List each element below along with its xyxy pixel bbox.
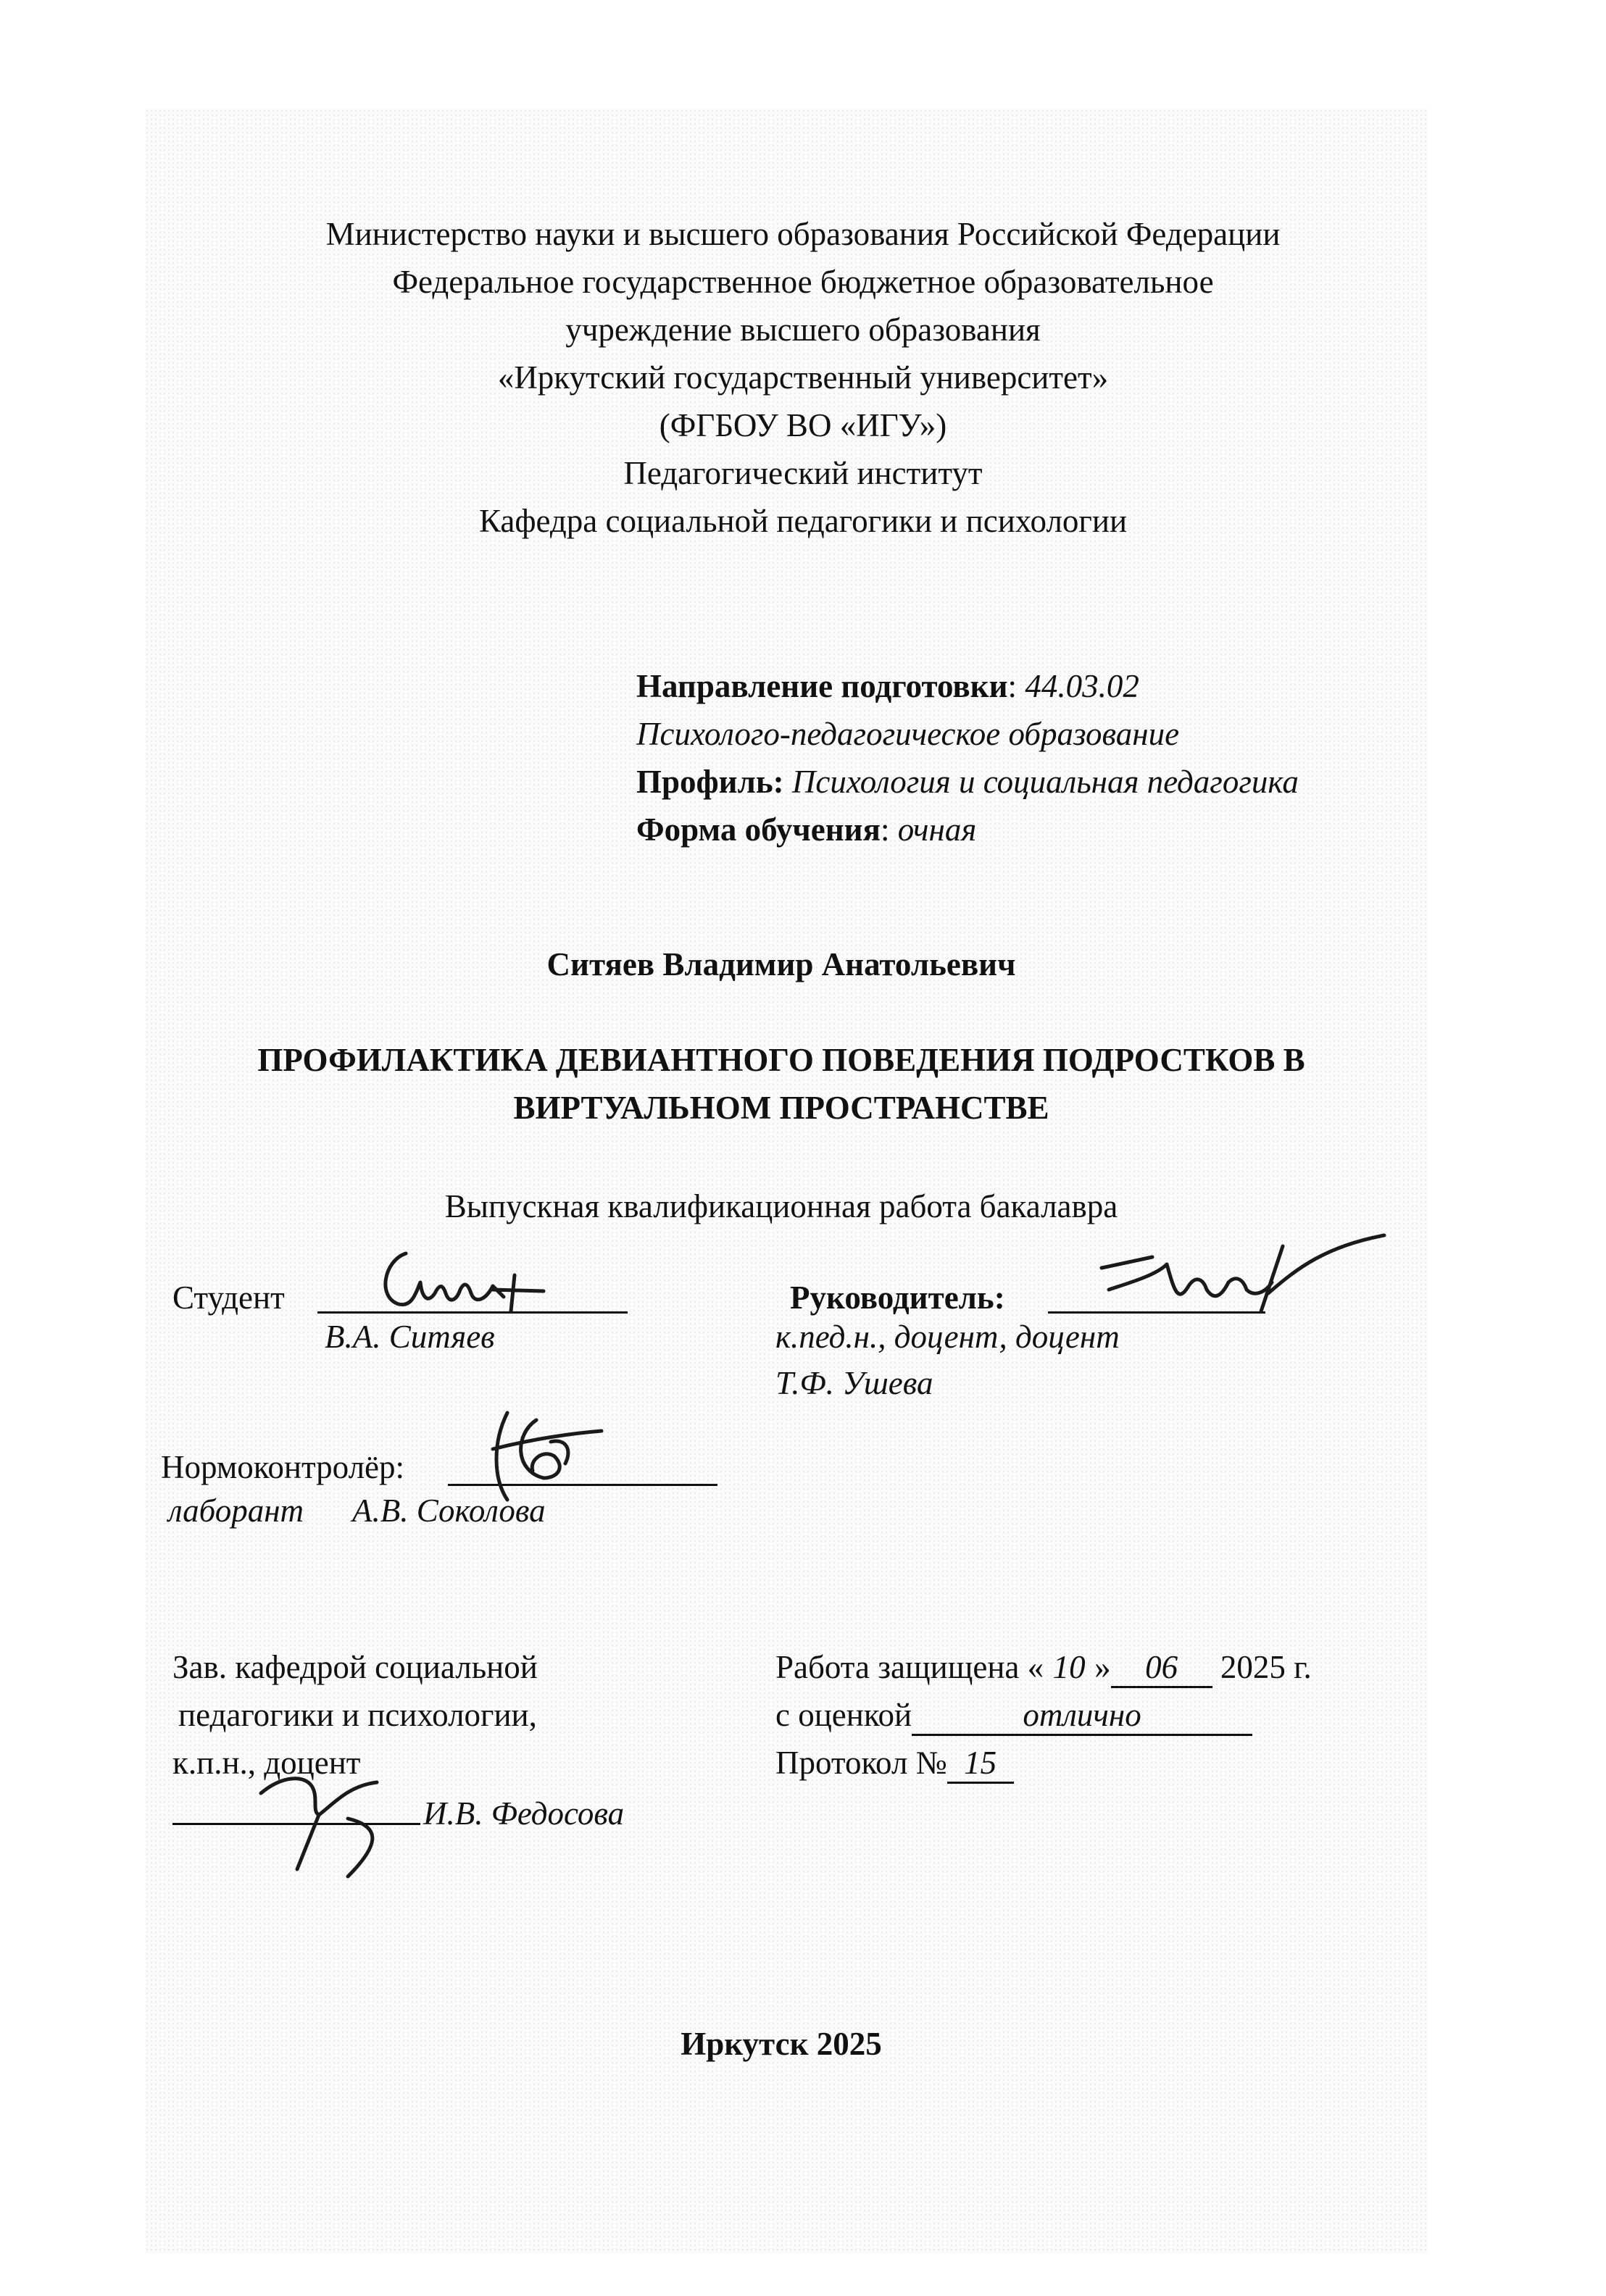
study-form-row: Форма обучения: очная (636, 811, 977, 848)
title-line-2: ВИРТУАЛЬНОМ ПРОСТРАНСТВЕ (513, 1090, 1049, 1126)
direction-label: Направление подготовки (636, 668, 1008, 704)
author-name: Ситяев Владимир Анатольевич (546, 946, 1016, 982)
defense-prefix: Работа защищена « (775, 1649, 1044, 1685)
normcontrol-label: Нормоконтролёр: (161, 1449, 405, 1485)
student-name: В.А. Ситяев (325, 1319, 495, 1355)
profile-label: Профиль: (636, 764, 784, 800)
head-line-3: к.п.н., доцент (172, 1745, 361, 1781)
grade-value: отлично (912, 1696, 1252, 1736)
header-line-institution: учреждение высшего образования (565, 312, 1041, 348)
head-name: И.В. Федосова (423, 1795, 625, 1832)
city-year: Иркутск 2025 (681, 2026, 882, 2062)
protocol-number: 15 (947, 1744, 1014, 1784)
header-line-institute: Педагогический институт (623, 455, 983, 491)
profile-row (636, 758, 1299, 806)
defense-quote: » (1094, 1649, 1111, 1685)
defense-year: 2025 г. (1220, 1649, 1312, 1685)
head-signature (239, 1753, 399, 1884)
head-line-1: Зав. кафедрой социальной (172, 1649, 538, 1685)
study-form-label: Форма обучения (636, 811, 881, 848)
grade-row (775, 1691, 1252, 1739)
student-label: Студент (172, 1280, 285, 1316)
direction-row: Направление подготовки: 44.03.02 (636, 668, 1139, 704)
direction-code: 44.03.02 (1025, 668, 1139, 704)
grade-label: с оценкой (775, 1697, 912, 1733)
header-line-ministry: Министерство науки и высшего образования Российской Федерации (325, 216, 1281, 252)
header-line-university: «Иркутский государственный университет» (497, 359, 1109, 396)
defense-row (775, 1643, 1312, 1691)
profile-value: Психология и социальная педагогика (791, 764, 1299, 800)
supervisor-label: Руководитель: (790, 1280, 1005, 1316)
head-line-2: педагогики и психологии, (178, 1697, 537, 1733)
supervisor-name: Т.Ф. Ушева (775, 1365, 933, 1401)
protocol-label: Протокол № (775, 1745, 947, 1781)
protocol-row (775, 1739, 1014, 1787)
title-line-1: ПРОФИЛАКТИКА ДЕВИАНТНОГО ПОВЕДЕНИЯ ПОДРОСТКОВ В (257, 1042, 1305, 1078)
student-signature (377, 1232, 551, 1319)
normcontrol-position: лаборант (168, 1493, 304, 1529)
header-line-department: Кафедра социальной педагогики и психологии (478, 503, 1128, 539)
study-form-value: очная (897, 811, 977, 848)
supervisor-signature (1087, 1224, 1391, 1326)
supervisor-degree: к.пед.н., доцент, доцент (775, 1319, 1120, 1355)
defense-month: 06 (1111, 1648, 1212, 1688)
work-type: Выпускная квалификационная работа бакалавра (444, 1188, 1118, 1224)
direction-name: Психолого-педагогическое образование (636, 716, 1180, 752)
normcontrol-name: А.В. Соколова (352, 1493, 546, 1529)
header-line-federal: Федеральное государственное бюджетное образовательное (392, 264, 1214, 300)
header-line-abbreviation: (ФГБОУ ВО «ИГУ») (659, 407, 947, 443)
defense-day: 10 (1052, 1649, 1086, 1685)
